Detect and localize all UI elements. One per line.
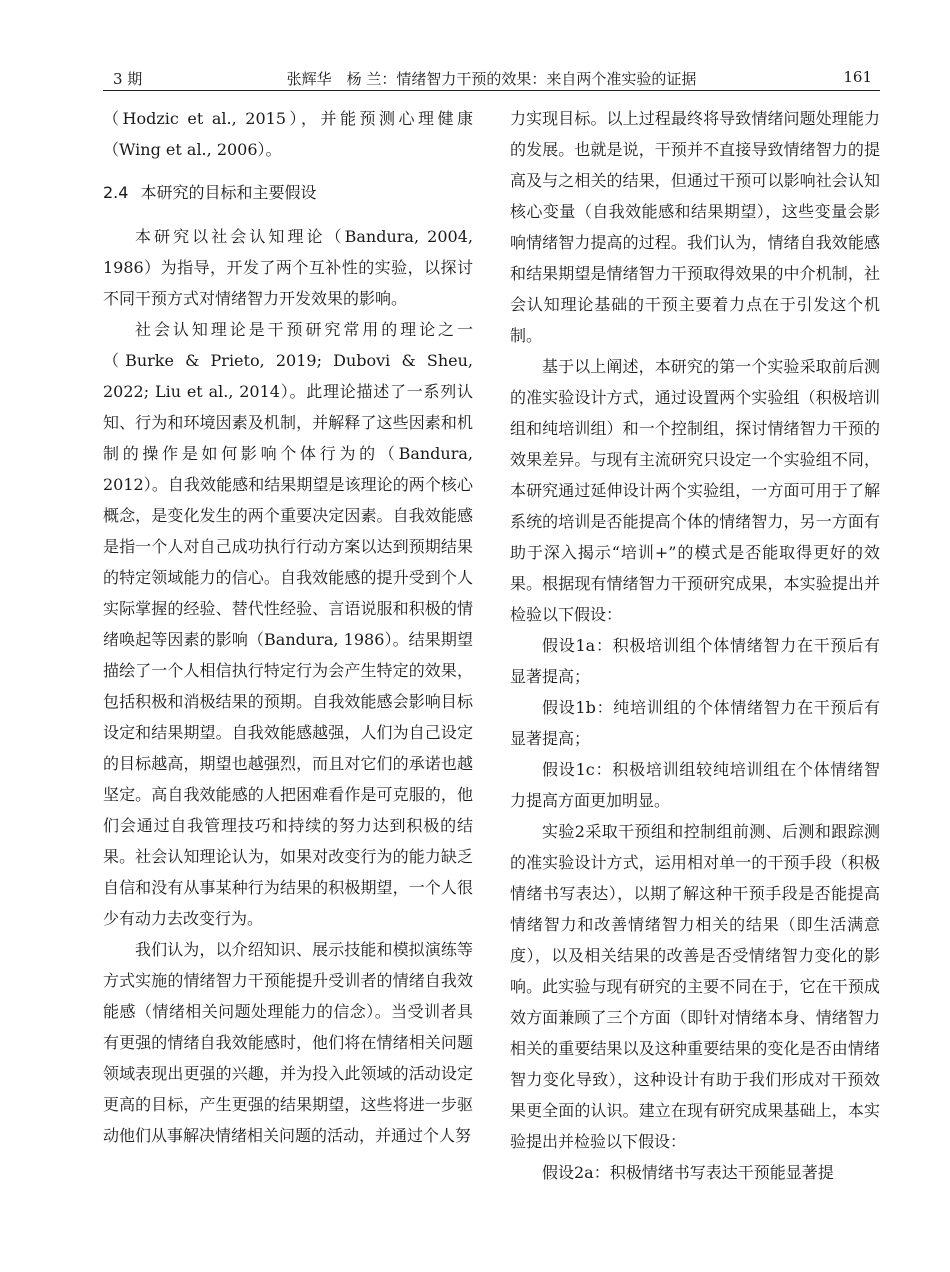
section-number: 2.4 — [103, 183, 129, 202]
paragraph: 我们认为，以介绍知识、展示技能和模拟演练等方式实施的情绪智力干预能提升受训者的情绪自我效能感（情绪相关问题处理能力的信念）。当受训者具有更强的情绪自我效能感时，他们将在情绪相关问题领域表现出更强的兴趣，并为投入此领域的活动设定更高的目标，产生更强的结果期望，这些将进一步驱动他们从事解决情绪相关问题的活动，并通过个人努 — [103, 940, 473, 1145]
section-heading — [103, 173, 473, 213]
hypothesis-1b: 假设1b：纯培训组的个体情绪智力在干预后有显著提高； — [510, 698, 880, 748]
running-title: 张辉华 杨 兰：情绪智力干预的效果：来自两个准实验的证据 — [286, 70, 697, 88]
issue-number: 3 期 — [113, 70, 143, 88]
paragraph: 实验2采取干预组和控制组前测、后测和跟踪测的准实验设计方式，运用相对单一的干预手段（积极情绪书写表达），以期了解这种干预手段是否能提高情绪智力和改善情绪智力相关的结果（即生活满意度），以及相关结果的改善是否受情绪智力变化的影响。此实验与现有研究的主要不同在于，它在干预成效方面兼顾了三个方面（即针对情绪本身、情绪智力相关的重要结果以及这种重要结果的变化是否由情绪智力变化导致），这种设计有助于我们形成对干预效果更全面的认识。建立在现有研究成果基础上，本实验提出并检验以下假设： — [510, 822, 880, 1151]
paragraph: 本研究以社会认知理论（Bandura, 2004, 1986）为指导，开发了两个互补性的实验，以探讨不同干预方式对情绪智力开发效果的影响。 — [103, 227, 473, 308]
hypothesis-1a: 假设1a：积极培训组个体情绪智力在干预后有显著提高； — [510, 636, 880, 686]
paragraph: 社会认知理论是干预研究常用的理论之一（Burke & Prieto, 2019; Dubovi & Sheu, 2022; Liu et al., 2014）。此理论描述了一系列认知、行为和环境因素及机制，并解释了这些因素和机制的操作是如何影响个体行为的（Bandura, 2012）。自我效能感和结果期望是该理论的两个核心概念，是变化发生的两个重要决定因素。自我效能感是指一个人对自己成功执行行动方案以达到预期结果的特定领域能力的信心。自我效能感的提升受到个人实际掌握的经验、替代性经验、言语说服和积极的情绪唤起等因素的影响（Bandura, 1986）。结果期望描绘了一个人相信执行特定行为会产生特定的效果，包括积极和消极结果的预期。自我效能感会影响目标设定和结果期望。自我效能感越强，人们为自己设定的目标越高，期望也越强烈，而且对它们的承诺也越坚定。高自我效能感的人把困难看作是可克服的，他们会通过自我管理技巧和持续的努力达到积极的结果。社会认知理论认为，如果对改变行为的能力缺乏自信和没有从事某种行为结果的积极期望，一个人很少有动力去改变行为。 — [103, 320, 473, 928]
page-number: 161 — [843, 68, 872, 86]
paragraph-continued: （Hodzic et al., 2015），并能预测心理健康（Wing et al., 2006）。 — [103, 109, 473, 159]
section-title: 本研究的目标和主要假设 — [140, 183, 317, 202]
paragraph-continued: 力实现目标。以上过程最终将导致情绪问题处理能力的发展。也就是说，干预并不直接导致情绪智力的提高及与之相关的结果，但通过干预可以影响社会认知核心变量（自我效能感和结果期望），这些变量会影响情绪智力提高的过程。我们认为，情绪自我效能感和结果期望是情绪智力干预取得效果的中介机制，社会认知理论基础的干预主要着力点在于引发这个机制。 — [510, 109, 880, 345]
running-header — [103, 62, 880, 91]
left-column — [103, 103, 473, 1151]
hypothesis-2a: 假设2a：积极情绪书写表达干预能显著提 — [542, 1163, 834, 1182]
paragraph: 基于以上阐述，本研究的第一个实验采取前后测的准实验设计方式，通过设置两个实验组（积极培训组和纯培训组）和一个控制组，探讨情绪智力干预的效果差异。与现有主流研究只设定一个实验组不同，本研究通过延伸设计两个实验组，一方面可用于了解系统的培训是否能提高个体的情绪智力，另一方面有助于深入揭示“培训+”的模式是否能取得更好的效果。根据现有情绪智力干预研究成果，本实验提出并检验以下假设： — [510, 357, 880, 624]
hypothesis-1c: 假设1c：积极培训组较纯培训组在个体情绪智力提高方面更加明显。 — [510, 760, 880, 810]
right-column — [510, 103, 880, 1188]
